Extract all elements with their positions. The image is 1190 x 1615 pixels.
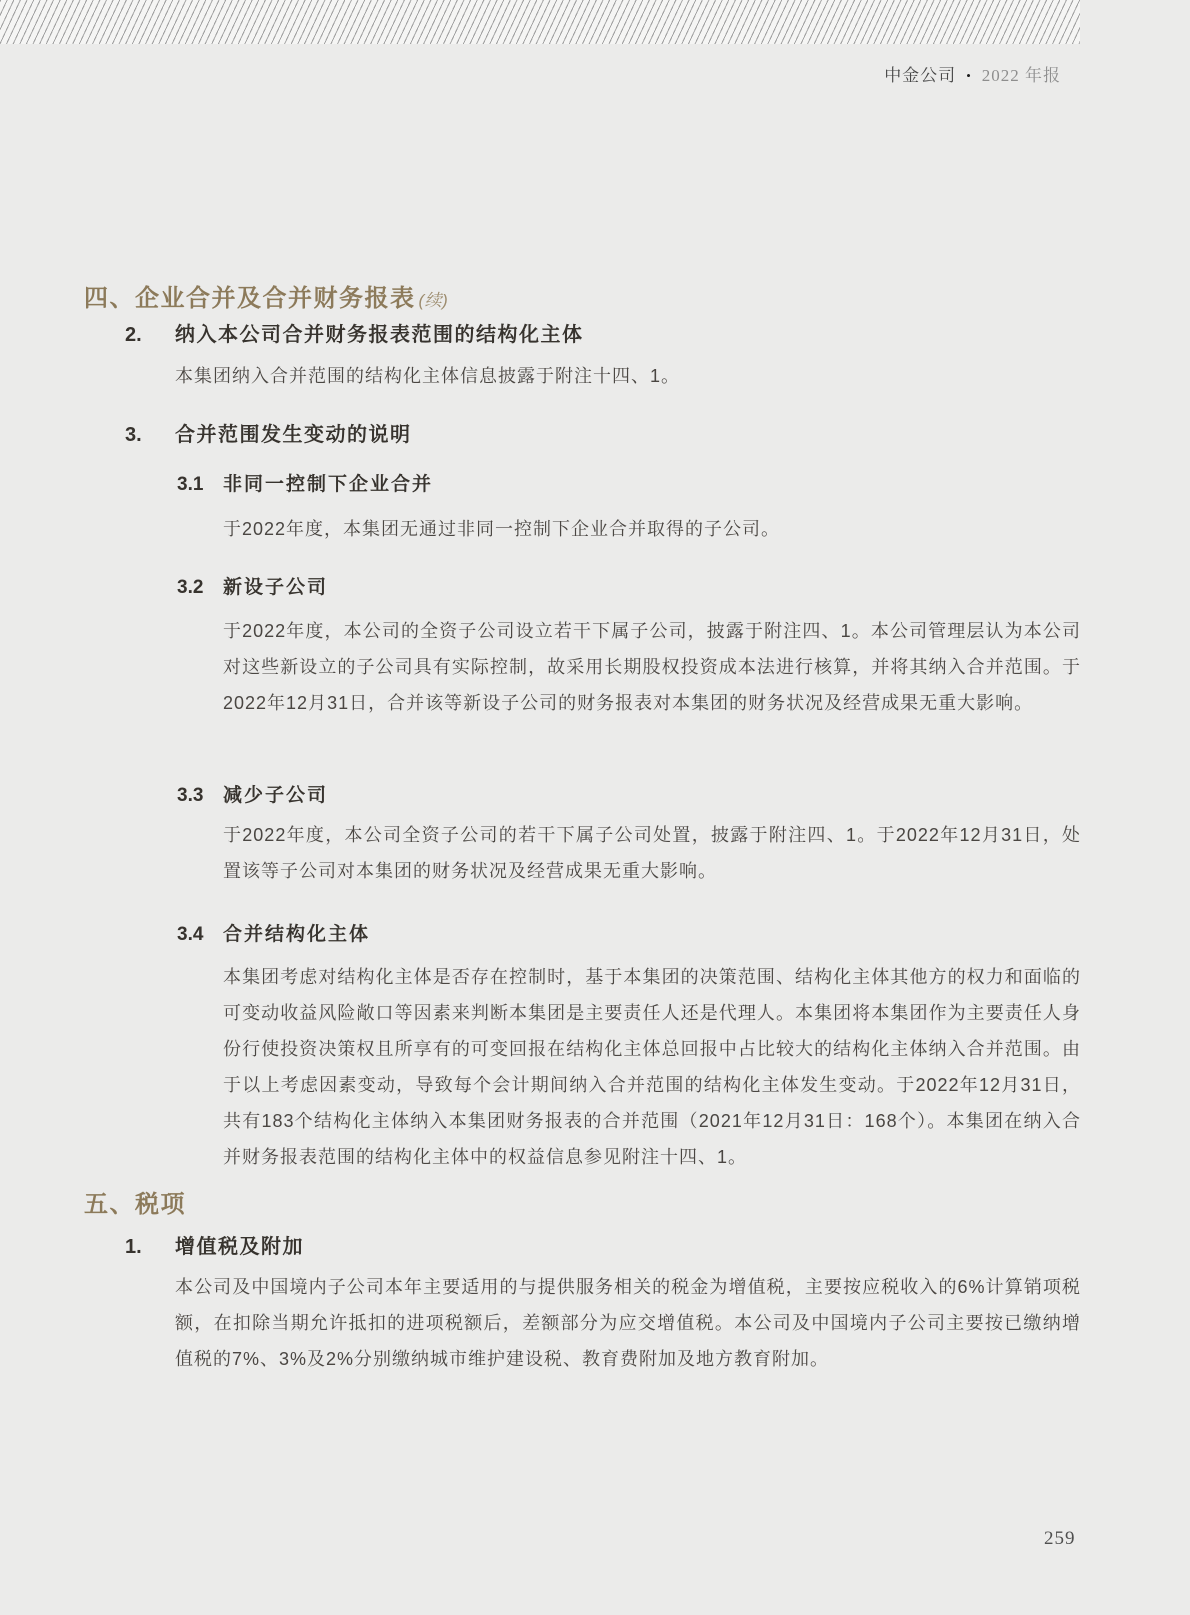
section-heading-4-continued-note: (续) [418,291,449,310]
item-3-4-number: 3.4 [177,924,204,945]
item-1-number: 1. [125,1236,142,1258]
item-3-4-heading [177,922,370,947]
report-edition: 2022 年报 [981,66,1061,85]
item-3-4-paragraph: 本集团考虑对结构化主体是否存在控制时，基于本集团的决策范围、结构化主体其他方的权力和面临的可变动收益风险敞口等因素来判断本集团是主要责任人还是代理人。本集团将本集团作为主要责任人身份行使投资决策权且所享有的可变回报在结构化主体总回报中占比较大的结构化主体纳入合并范围。由于以上考虑因素变动，导致每个会计期间纳入合并范围的结构化主体发生变动。于2022年12月31日，共有183个结构化主体纳入本集团财务报表的合并范围（2021年12月31日：168个）。本集团在纳入合并财务报表范围的结构化主体中的权益信息参见附注十四、1。 [223,967,1081,1167]
item-3-2-number: 3.2 [177,577,204,598]
item-3-1-title: 非同一控制下企业合并 [223,474,434,495]
item-2-number: 2. [125,324,142,346]
page-number: 259 [1044,1528,1076,1549]
section-heading-4 [84,284,448,316]
section-heading-5-text: 五、税项 [84,1191,186,1218]
running-header [884,64,1061,88]
item-3-1-paragraph: 于2022年度，本集团无通过非同一控制下企业合并取得的子公司。 [223,519,781,539]
item-3-1-number: 3.1 [177,474,204,495]
item-3-2-title: 新设子公司 [223,577,329,598]
company-name: 中金公司 [884,66,957,85]
decorative-hatch-band [0,0,1080,44]
item-3-number: 3. [125,424,142,446]
item-3-1-heading [177,472,433,497]
item-3-3-number: 3.3 [177,785,204,806]
section-heading-4-text: 四、企业合并及合并财务报表 [84,285,416,312]
item-3-2-heading [177,575,328,600]
item-3-3-heading [177,783,328,808]
item-1-title: 增值税及附加 [175,1236,304,1258]
item-1-paragraph: 本公司及中国境内子公司本年主要适用的与提供服务相关的税金为增值税，主要按应税收入的6%计算销项税额，在扣除当期允许抵扣的进项税额后，差额部分为应交增值税。本公司及中国境内子公司主要按已缴纳增值税的7%、3%及2%分别缴纳城市维护建设税、教育费附加及地方教育附加。 [175,1277,1081,1369]
item-2-heading [125,322,584,348]
item-3-2-paragraph: 于2022年度，本公司的全资子公司设立若干下属子公司，披露于附注四、1。本公司管理层认为本公司对这些新设立的子公司具有实际控制，故采用长期股权投资成本法进行核算，并将其纳入合并范围。于2022年12月31日，合并该等新设子公司的财务报表对本集团的财务状况及经营成果无重大影响。 [223,621,1081,713]
item-2-paragraph: 本集团纳入合并范围的结构化主体信息披露于附注十四、1。 [175,366,681,386]
section-heading-5 [84,1190,186,1220]
item-3-3-title: 减少子公司 [223,785,329,806]
item-3-4-title: 合并结构化主体 [223,924,371,945]
item-3-title: 合并范围发生变动的说明 [175,424,412,446]
separator-dot-icon: • [966,68,972,83]
item-3-3-paragraph: 于2022年度，本公司全资子公司的若干下属子公司处置，披露于附注四、1。于2022年12月31日，处置该等子公司对本集团的财务状况及经营成果无重大影响。 [223,825,1081,881]
item-1-heading [125,1234,304,1260]
item-2-title: 纳入本公司合并财务报表范围的结构化主体 [175,324,584,346]
item-3-heading [125,422,412,448]
